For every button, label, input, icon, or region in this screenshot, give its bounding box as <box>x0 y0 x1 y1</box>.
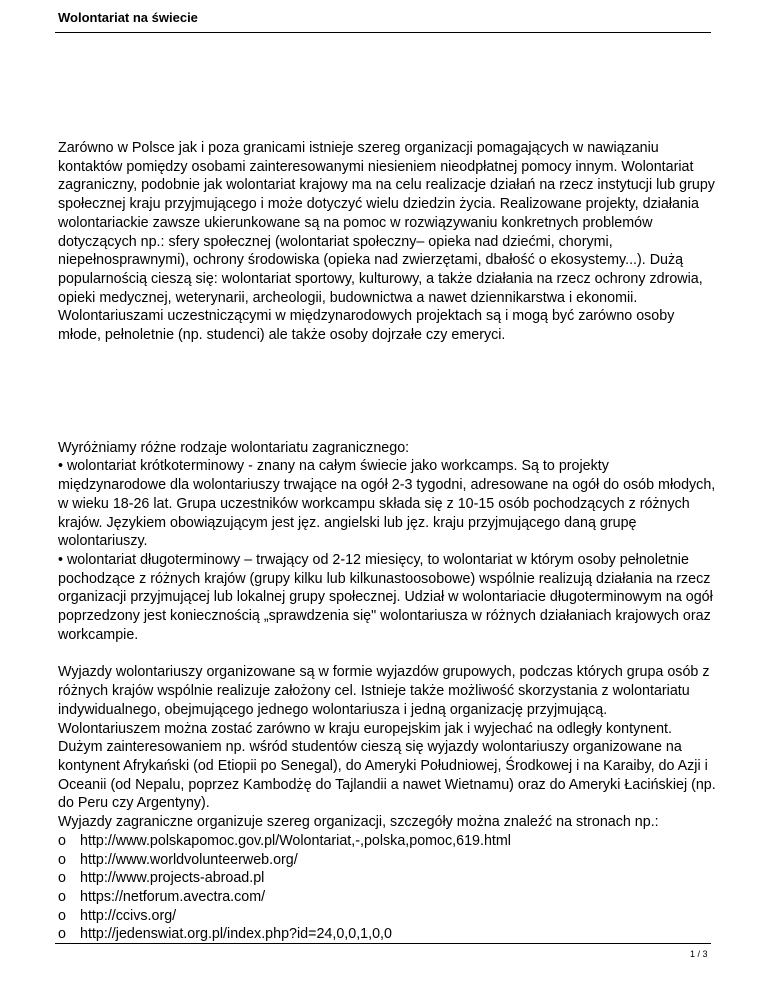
destinations-paragraph: Wolontariuszem można zostać zarówno w kraju europejskim jak i wyjechać na odległy kontynent. Dużym zainteresowaniem np. wśród studentów cieszą się wyjazdy wolontariuszy organizowane na kontynent Afrykański (od Etiopii po Senegal), do Ameryki Południowej, Środkowej i na Karaiby, do Azji i Oceanii (od Nepalu, poprzez Kambodżę do Tajlandii a nawet Wietnamu) oraz do Ameryki Łacińskiej (np. do Peru czy Argentyny). <box>58 720 716 812</box>
organization-link[interactable]: https://netforum.avectra.com/ <box>80 888 266 905</box>
link-list-item <box>58 869 718 888</box>
list-marker: o <box>58 832 66 849</box>
list-marker: o <box>58 926 66 943</box>
trips-paragraph: Wyjazdy wolontariuszy organizowane są w formie wyjazdów grupowych, podczas których grupa osób z różnych krajów wspólnie realizuje założony cel. Istnieje także możliwość skorzystania z wolontariatu indywidualnego, obejmującego jednego wolontariusza i jedną organizację przyjmującą. <box>58 664 710 718</box>
document-body <box>58 139 718 944</box>
organization-link[interactable]: http://www.polskapomoc.gov.pl/Wolontariat,-,polska,pomoc,619.html <box>80 832 511 849</box>
short-term-bullet: • wolontariat krótkoterminowy - znany na całym świecie jako workcamps. Są to projekty międzynarodowe dla wolontariuszy trwające na ogół 2-3 tygodni, adresowane na ogół do osób młodych, w wieku 18-26 lat. Grupa uczestników workcampu składa się z 10-15 osób pochodzących z różnych krajów. Językiem obowiązującym jest jęz. angielski lub jęz. kraju przyjmującego daną grupę wolontariuszy. <box>58 458 716 550</box>
paragraph-spacer <box>58 345 718 439</box>
page-number: 1 / 3 <box>690 949 708 959</box>
list-marker: o <box>58 888 66 905</box>
organization-link[interactable]: http://www.projects-abroad.pl <box>80 870 265 887</box>
link-list-item <box>58 925 718 944</box>
organization-link[interactable]: http://jedenswiat.org.pl/index.php?id=24,0,0,1,0,0 <box>80 926 392 943</box>
footer-divider <box>55 943 711 944</box>
list-marker: o <box>58 907 66 924</box>
intro-paragraph: Zarówno w Polsce jak i poza granicami istnieje szereg organizacji pomagających w nawiązaniu kontaktów pomiędzy osobami zainteresowanymi niesieniem nieodpłatnej pomocy innym. Wolontariat zagraniczny, podobnie jak wolontariat krajowy ma na celu realizacje działań na rzecz instytucji lub grupy społecznej kraju przyjmującego i może dotyczyć wielu dziedzin życia. Realizowane projekty, działania wolontariackie zawsze ukierunkowane są na pomoc w rozwiązywaniu konkretnych problemów dotyczących np.: sfery społecznej (wolontariat społeczny– opieka nad dziećmi, chorymi, niepełnosprawnymi), ochrony środowiska (opieka nad zwierzętami, dbałość o ekosystemy...). Dużą popularnością cieszą się: wolontariat sportowy, kulturowy, a także działania na rzecz ochrony zdrowia, opieki medycznej, weterynarii, archeologii, budownictwa a nawet dziennikarstwa i ekonomii. Wolontariuszami uczestniczącymi w międzynarodowych projektach są i mogą być zarówno osoby młode, pełnoletnie (np. studenci) ale także osoby dojrzałe czy emeryci. <box>58 140 715 344</box>
list-marker: o <box>58 851 66 868</box>
organizations-intro-paragraph: Wyjazdy zagraniczne organizuje szereg organizacji, szczegóły można znaleźć na stronach np.: <box>58 814 659 831</box>
long-term-bullet: • wolontariat długoterminowy – trwający od 2-12 miesięcy, to wolontariat w którym osoby pełnoletnie pochodzące z różnych krajów (grupy kilku lub kilkunastoosobowe) wspólnie realizują działania na rzecz organizacji przyjmującej lub lokalnej grupy społecznej. Udział w wolontariacie długoterminowym na ogół poprzedzony jest koniecznością „sprawdzenia się" wolontariusza w różnych działaniach krajowych oraz workcampie. <box>58 551 713 643</box>
organization-links-list <box>58 832 718 944</box>
link-list-item <box>58 907 718 926</box>
paragraph-spacer <box>58 644 718 663</box>
list-marker: o <box>58 870 66 887</box>
document-header-title: Wolontariat na świecie <box>58 10 198 25</box>
link-list-item <box>58 832 718 851</box>
organization-link[interactable]: http://ccivs.org/ <box>80 907 177 924</box>
organization-link[interactable]: http://www.worldvolunteerweb.org/ <box>80 851 298 868</box>
header-divider <box>55 32 711 33</box>
types-intro-paragraph: Wyróżniamy różne rodzaje wolontariatu zagranicznego: <box>58 439 410 456</box>
link-list-item <box>58 888 718 907</box>
link-list-item <box>58 851 718 870</box>
